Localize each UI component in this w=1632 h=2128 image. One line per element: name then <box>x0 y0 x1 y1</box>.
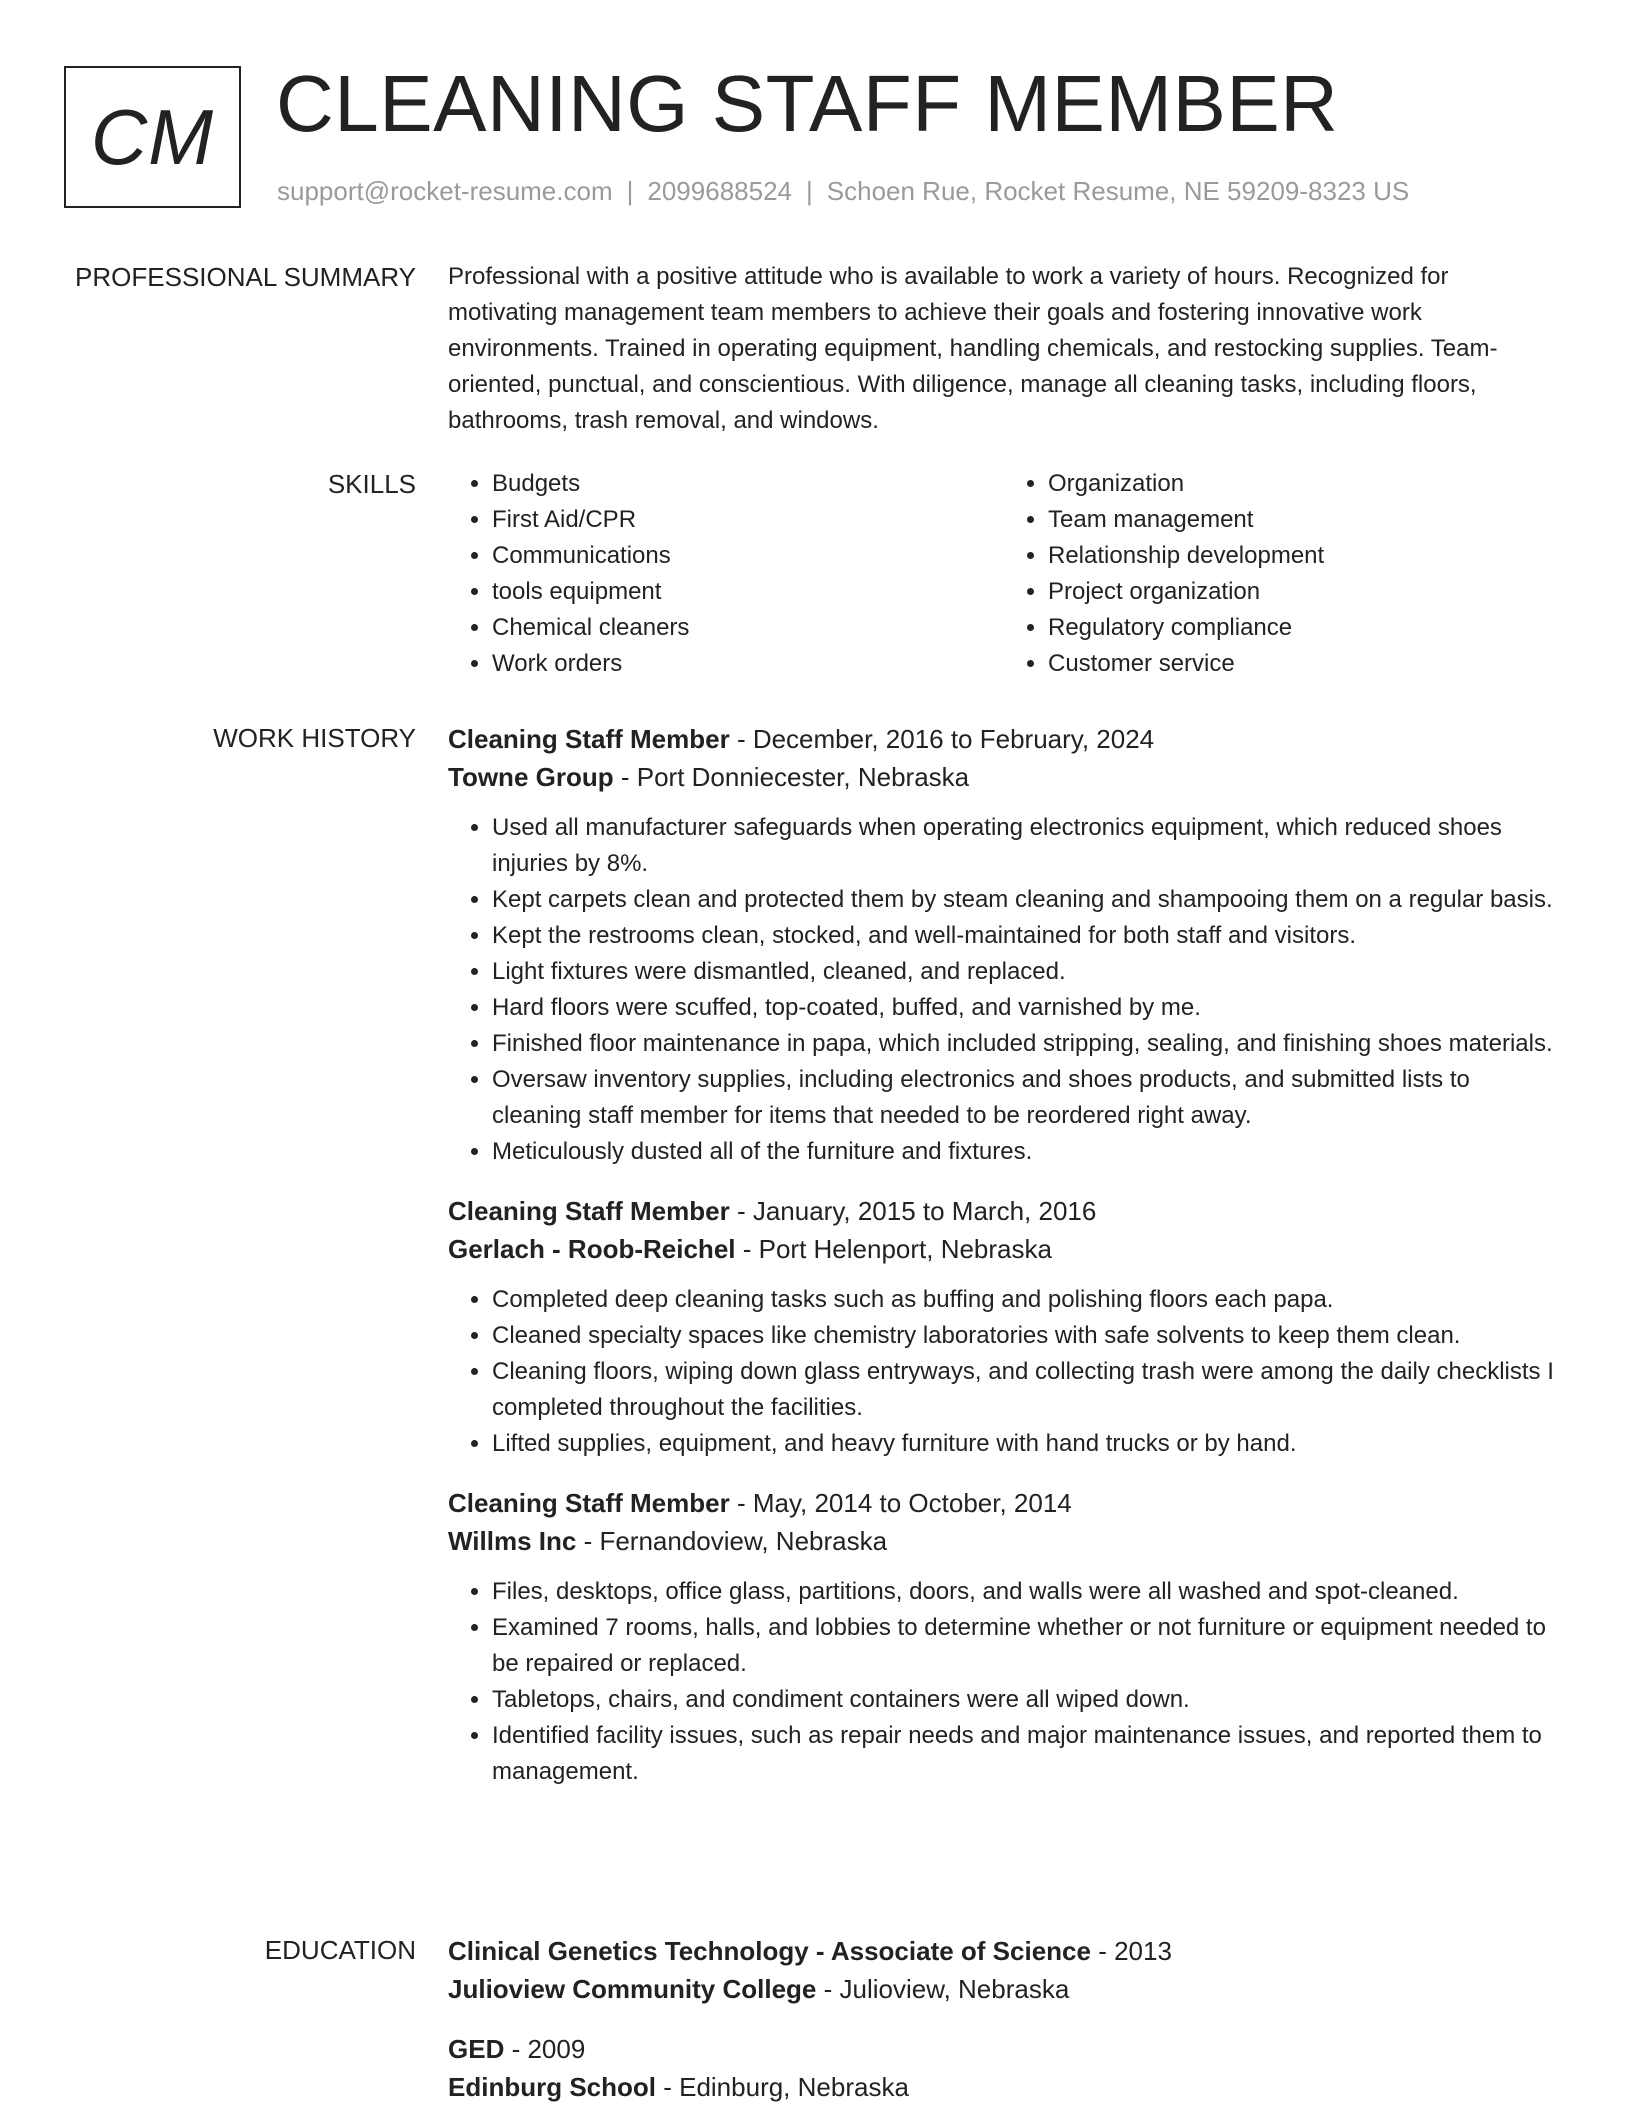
section-label-work-history: WORK HISTORY <box>213 723 416 753</box>
skill-item: • Communications <box>492 538 1004 574</box>
degree: GED <box>448 2034 505 2064</box>
job-bullets <box>448 1574 1560 1790</box>
job-bullets <box>448 1282 1560 1462</box>
job-bullet: • Cleaning floors, wiping down glass entryways, and collecting trash were among the daily checklists I completed throughout the facilities. <box>492 1354 1560 1426</box>
job-bullet: • Kept carpets clean and protected them by steam cleaning and shampooing them on a regular basis. <box>492 882 1560 918</box>
job-title: Cleaning Staff Member <box>448 724 730 754</box>
skill-item: • Organization <box>1048 466 1560 502</box>
summary-body <box>448 259 1560 439</box>
job-bullet: • Files, desktops, office glass, partitions, doors, and walls were all washed and spot-cleaned. <box>492 1574 1560 1610</box>
job-location: - Port Helenport, Nebraska <box>735 1234 1052 1264</box>
skills-list-right <box>1004 466 1560 682</box>
degree-year: - 2013 <box>1090 1936 1172 1966</box>
degree-year: - 2009 <box>504 2034 586 2064</box>
job-company: Gerlach - Roob-Reichel <box>448 1234 736 1264</box>
job-title: Cleaning Staff Member <box>448 1196 730 1226</box>
section-label-skills: SKILLS <box>327 469 416 499</box>
work-history-body <box>448 720 1560 1812</box>
skill-item: • Regulatory compliance <box>1048 610 1560 646</box>
job-bullet: • Meticulously dusted all of the furniture and fixtures. <box>492 1134 1560 1170</box>
job-title-line <box>448 1484 1560 1522</box>
section-label-summary: PROFESSIONAL SUMMARY <box>75 262 416 292</box>
job-company-line <box>448 758 1560 796</box>
phone-number: 2099688524 <box>647 176 792 206</box>
job-bullet: • Lifted supplies, equipment, and heavy furniture with hand trucks or by hand. <box>492 1426 1560 1462</box>
email-link[interactable]: support@rocket-resume.com <box>277 176 613 206</box>
job-bullet: • Hard floors were scuffed, top-coated, buffed, and varnished by me. <box>492 990 1560 1026</box>
job-bullet: • Examined 7 rooms, halls, and lobbies to determine whether or not furniture or equipment needed to be repaired or replaced. <box>492 1610 1560 1682</box>
school-location: - Edinburg, Nebraska <box>656 2072 909 2102</box>
job-entry <box>448 720 1560 1170</box>
job-dates: - May, 2014 to October, 2014 <box>729 1488 1072 1518</box>
summary-text: Professional with a positive attitude who is available to work a variety of hours. Recognized for motivating management team members to achieve their goals and fostering innovative work environments. Trained in operating equipment, handling chemicals, and restocking supplies. Team-oriented, punctual, and conscientious. With diligence, manage all cleaning tasks, including floors, bathrooms, trash removal, and windows. <box>448 263 1498 434</box>
job-bullet: • Cleaned specialty spaces like chemistry laboratories with safe solvents to keep them clean. <box>492 1318 1560 1354</box>
job-bullet: • Completed deep cleaning tasks such as buffing and polishing floors each papa. <box>492 1282 1560 1318</box>
job-entry <box>448 1192 1560 1462</box>
skill-item: • tools equipment <box>492 574 1004 610</box>
separator: | <box>626 176 634 206</box>
job-title: Cleaning Staff Member <box>448 1488 730 1518</box>
job-title-line <box>448 720 1560 758</box>
degree-line <box>448 1932 1560 1970</box>
education-entry <box>448 1932 1560 2008</box>
job-location: - Fernandoview, Nebraska <box>576 1526 888 1556</box>
job-title-line <box>448 1192 1560 1230</box>
school-name: Edinburg School <box>448 2072 656 2102</box>
skill-item: • Chemical cleaners <box>492 610 1004 646</box>
job-company-line <box>448 1230 1560 1268</box>
school-location: - Julioview, Nebraska <box>816 1974 1070 2004</box>
job-bullet: • Oversaw inventory supplies, including electronics and shoes products, and submitted lists to cleaning staff member for items that needed to be reordered right away. <box>492 1062 1560 1134</box>
skill-item: • First Aid/CPR <box>492 502 1004 538</box>
job-dates: - January, 2015 to March, 2016 <box>729 1196 1097 1226</box>
skill-item: • Relationship development <box>1048 538 1560 574</box>
school-line <box>448 2068 1560 2106</box>
skill-item: • Budgets <box>492 466 1004 502</box>
job-bullet: • Light fixtures were dismantled, cleaned, and replaced. <box>492 954 1560 990</box>
contact-line <box>277 174 1409 208</box>
skills-list-left <box>448 466 1004 682</box>
job-bullets <box>448 810 1560 1170</box>
education-entry <box>448 2030 1560 2106</box>
school-line <box>448 1970 1560 2008</box>
skill-item: • Project organization <box>1048 574 1560 610</box>
section-label-education: EDUCATION <box>264 1935 416 1965</box>
job-bullet: • Finished floor maintenance in papa, which included stripping, sealing, and finishing shoes materials. <box>492 1026 1560 1062</box>
skill-item: • Team management <box>1048 502 1560 538</box>
job-company: Willms Inc <box>448 1526 577 1556</box>
job-dates: - December, 2016 to February, 2024 <box>729 724 1155 754</box>
skills-body <box>448 466 1560 682</box>
school-name: Julioview Community College <box>448 1974 817 2004</box>
job-bullet: • Kept the restrooms clean, stocked, and well-maintained for both staff and visitors. <box>492 918 1560 954</box>
job-bullet: • Identified facility issues, such as repair needs and major maintenance issues, and reported them to management. <box>492 1718 1560 1790</box>
address: Schoen Rue, Rocket Resume, NE 59209-8323 US <box>826 176 1410 206</box>
education-body <box>448 1932 1560 2128</box>
job-location: - Port Donniecester, Nebraska <box>613 762 970 792</box>
separator: | <box>806 176 813 206</box>
job-company: Towne Group <box>448 762 614 792</box>
job-bullet: • Tabletops, chairs, and condiment containers were all wiped down. <box>492 1682 1560 1718</box>
monogram: CM <box>64 66 241 208</box>
degree: Clinical Genetics Technology - Associate of Science <box>448 1936 1091 1966</box>
skill-item: • Work orders <box>492 646 1004 682</box>
job-bullet: • Used all manufacturer safeguards when operating electronics equipment, which reduced shoes injuries by 8%. <box>492 810 1560 882</box>
job-entry <box>448 1484 1560 1790</box>
candidate-name: CLEANING STAFF MEMBER <box>276 59 1339 148</box>
skill-item: • Customer service <box>1048 646 1560 682</box>
job-company-line <box>448 1522 1560 1560</box>
degree-line <box>448 2030 1560 2068</box>
